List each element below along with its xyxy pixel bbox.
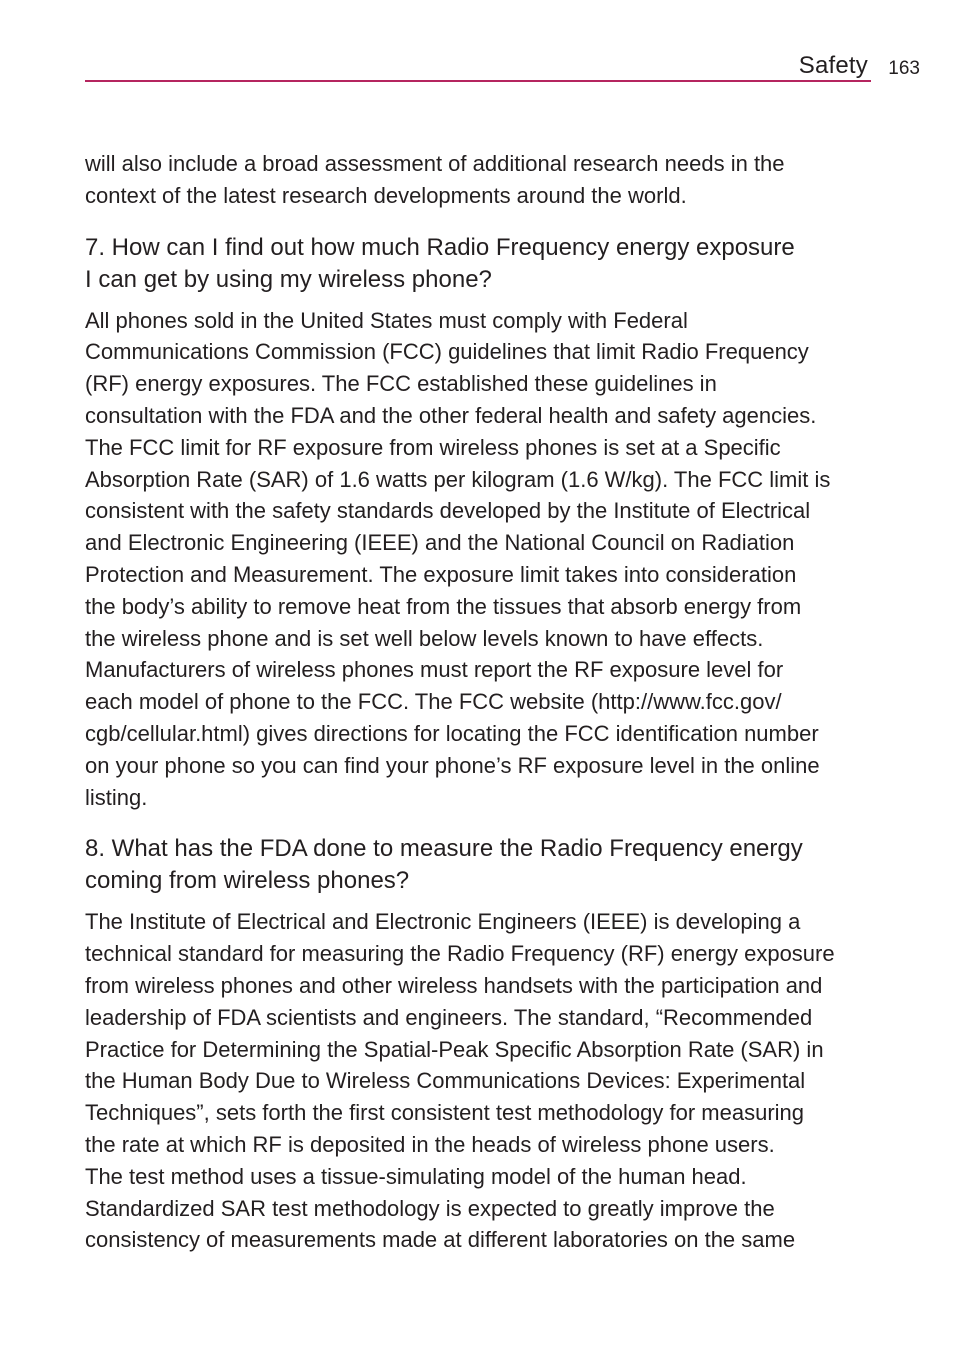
text-line: consistency of measurements made at different laboratories on the same bbox=[85, 1227, 796, 1253]
text-line: (RF) energy exposures. The FCC established these guidelines in bbox=[85, 371, 717, 397]
text-line: Practice for Determining the Spatial-Peak Specific Absorption Rate (SAR) in bbox=[85, 1036, 824, 1062]
heading-line: coming from wireless phones? bbox=[85, 867, 410, 895]
text-line: All phones sold in the United States must comply with Federal bbox=[85, 307, 688, 333]
text-line: the rate at which RF is deposited in the heads of wireless phone users. bbox=[85, 1131, 775, 1157]
text-line: Techniques”, sets forth the first consistent test methodology for measuring bbox=[85, 1100, 805, 1126]
page-content bbox=[85, 148, 875, 1256]
text-line: Protection and Measurement. The exposure limit takes into consideration bbox=[85, 561, 797, 587]
text-line: Manufacturers of wireless phones must report the RF exposure level for bbox=[85, 657, 784, 683]
text-line: consistent with the safety standards developed by the Institute of Electrical bbox=[85, 498, 811, 524]
text-line: context of the latest research developments around the world. bbox=[85, 182, 687, 208]
question-7-answer bbox=[85, 305, 875, 814]
text-line: The FCC limit for RF exposure from wireless phones is set at a Specific bbox=[85, 434, 781, 460]
text-line: Standardized SAR test methodology is expected to greatly improve the bbox=[85, 1195, 775, 1221]
text-line: leadership of FDA scientists and engineers. The standard, “Recommended bbox=[85, 1004, 813, 1030]
text-line: the body’s ability to remove heat from the tissues that absorb energy from bbox=[85, 593, 802, 619]
text-line: Absorption Rate (SAR) of 1.6 watts per kilogram (1.6 W/kg). The FCC limit is bbox=[85, 466, 831, 492]
page-header bbox=[85, 50, 920, 86]
text-line: the Human Body Due to Wireless Communications Devices: Experimental bbox=[85, 1068, 806, 1094]
text-line: The test method uses a tissue-simulating model of the human head. bbox=[85, 1163, 747, 1189]
text-line: listing. bbox=[85, 784, 148, 810]
text-line: the wireless phone and is set well below levels known to have effects. bbox=[85, 625, 764, 651]
heading-line: 7. How can I find out how much Radio Frequency energy exposure bbox=[85, 233, 795, 261]
heading-line: 8. What has the FDA done to measure the Radio Frequency energy bbox=[85, 835, 803, 863]
text-line: will also include a broad assessment of additional research needs in the bbox=[85, 151, 785, 176]
text-line: cgb/cellular.html) gives directions for locating the FCC identification number bbox=[85, 720, 819, 746]
section-title: Safety bbox=[798, 52, 868, 79]
text-line: on your phone so you can find your phone’s RF exposure level in the online bbox=[85, 752, 820, 778]
text-line: consultation with the FDA and the other federal health and safety agencies. bbox=[85, 402, 817, 428]
text-line: Communications Commission (FCC) guidelines that limit Radio Frequency bbox=[85, 339, 809, 365]
intro-paragraph bbox=[85, 148, 875, 212]
text-line: and Electronic Engineering (IEEE) and the National Council on Radiation bbox=[85, 530, 795, 556]
question-8-heading bbox=[85, 833, 875, 897]
question-7-heading bbox=[85, 232, 875, 296]
page-number: 163 bbox=[888, 58, 920, 79]
text-line: from wireless phones and other wireless handsets with the participation and bbox=[85, 972, 823, 998]
text-line: The Institute of Electrical and Electronic Engineers (IEEE) is developing a bbox=[85, 909, 801, 935]
header-rule bbox=[85, 80, 871, 82]
text-line: each model of phone to the FCC. The FCC website (http://www.fcc.gov/ bbox=[85, 689, 782, 715]
text-line: technical standard for measuring the Radio Frequency (RF) energy exposure bbox=[85, 941, 835, 967]
question-8-answer bbox=[85, 906, 875, 1256]
heading-line: I can get by using my wireless phone? bbox=[85, 265, 492, 293]
